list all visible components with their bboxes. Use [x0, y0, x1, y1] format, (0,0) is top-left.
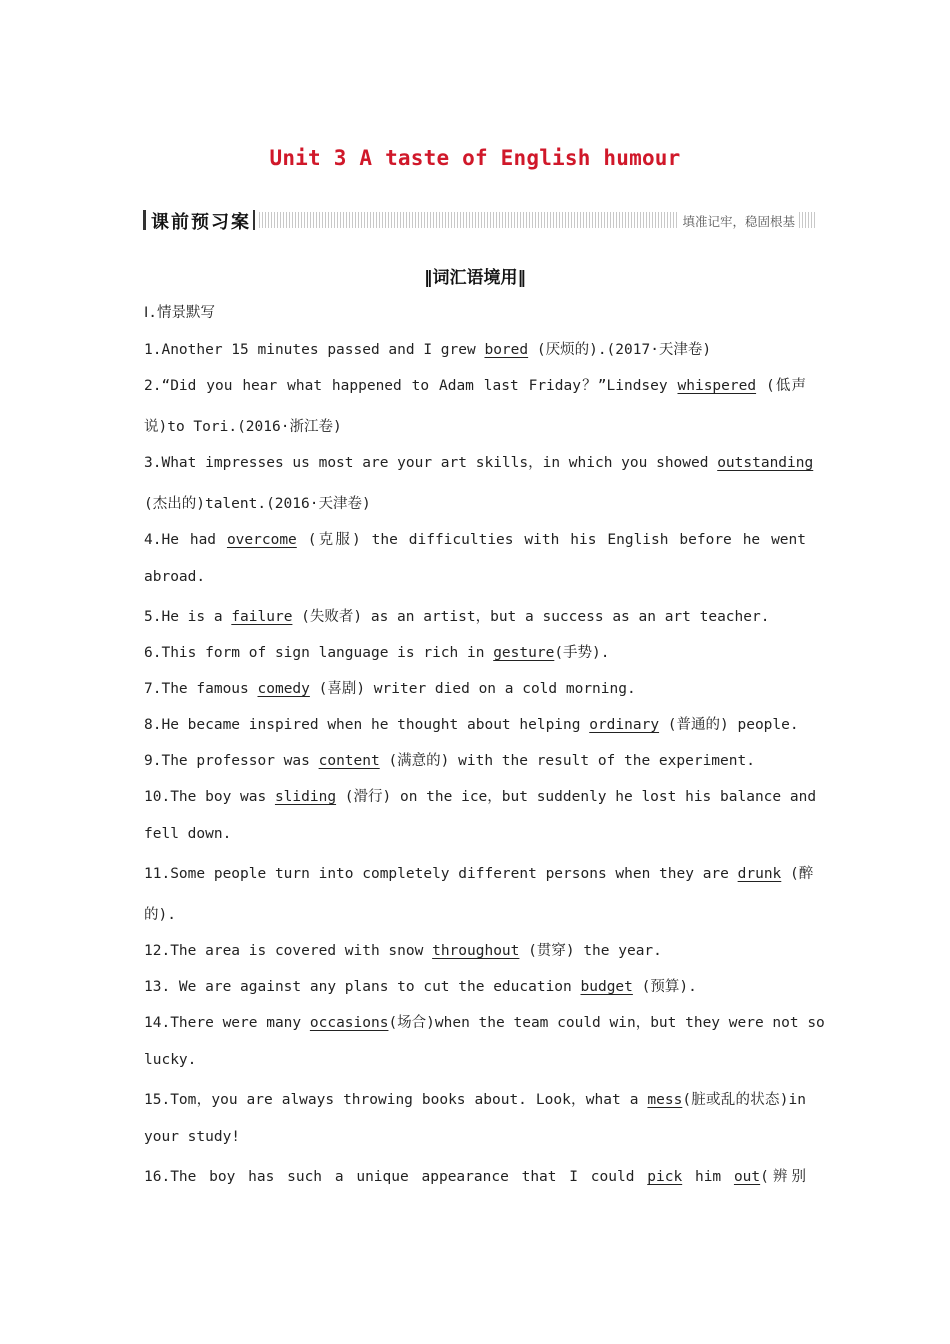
- answer: budget: [580, 979, 633, 995]
- exercise-item: 9.The professor was content (满意的) with the result of the experiment.: [144, 753, 755, 769]
- exercise-item: 13. We are against any plans to cut the education budget (预算).: [144, 979, 697, 995]
- answer: drunk: [737, 866, 782, 882]
- section-banner: [143, 208, 815, 232]
- exercise-item: 3.What impresses us most are your art skills，in which you showed outstanding: [144, 455, 814, 471]
- answer: occasions: [309, 1015, 389, 1031]
- exercise-item: 15.Tom，you are always throwing books about. Look，what a mess(脏或乱的状态)in: [144, 1092, 806, 1108]
- exercise-item: 10.The boy was sliding (滑行) on the ice，but suddenly he lost his balance and: [144, 789, 817, 805]
- exercise-item-continuation: your study!: [144, 1129, 241, 1145]
- exercise-item: 1.Another 15 minutes passed and I grew bored (厌烦的).(2017·天津卷): [144, 342, 712, 358]
- exercise-item-continuation: (杰出的)talent.(2016·天津卷): [144, 496, 371, 512]
- exercise-item: 7.The famous comedy (喜剧) writer died on a cold morning.: [144, 681, 636, 697]
- exercise-item-continuation: fell down.: [144, 826, 232, 842]
- answer: pick: [647, 1169, 683, 1185]
- answer: outstanding: [717, 455, 814, 471]
- exercise-item: 8.He became inspired when he thought about helping ordinary (普通的) people.: [144, 717, 799, 733]
- answer: bored: [484, 342, 529, 358]
- answer: whispered: [677, 378, 757, 394]
- exercise-item: 16.The boy has such a unique appearance that I could pick him out(辨别: [144, 1169, 806, 1185]
- answer: gesture: [493, 645, 555, 661]
- section-title: ‖词汇语境用‖: [424, 268, 526, 288]
- exercise-item: 2.“Did you hear what happened to Adam last Friday？”Lindsey whispered (低声: [144, 378, 806, 394]
- answer: content: [318, 753, 380, 769]
- banner-slogan: 填准记牢，稳固根基: [678, 212, 799, 230]
- answer: throughout: [432, 943, 520, 959]
- answer: ordinary: [589, 717, 660, 733]
- page-title: Unit 3 A taste of English humour: [269, 146, 681, 170]
- banner-divider: [253, 210, 255, 230]
- exercise-item-continuation: 说)to Tori.(2016·浙江卷): [144, 419, 342, 435]
- answer: sliding: [274, 789, 337, 805]
- answer: comedy: [257, 681, 310, 697]
- banner-left-bar: [143, 210, 146, 230]
- exercise-item-continuation: 的).: [144, 907, 176, 923]
- exercise-item: 12.The area is covered with snow throughout (贯穿) the year.: [144, 943, 662, 959]
- answer: overcome: [226, 532, 297, 548]
- exercise-item: 5.He is a failure (失败者) as an artist，but a success as an art teacher.: [144, 609, 770, 625]
- answer: mess: [647, 1092, 683, 1108]
- exercise-item-continuation: lucky.: [144, 1052, 197, 1068]
- part-heading: Ⅰ.情景默写: [144, 305, 216, 321]
- answer: out: [733, 1169, 761, 1185]
- exercise-item: 14.There were many occasions(场合)when the team could win，but they were not so: [144, 1015, 825, 1031]
- exercise-item: 11.Some people turn into completely different persons when they are drunk (醉: [144, 866, 814, 882]
- exercise-item: 6.This form of sign language is rich in gesture(手势).: [144, 645, 610, 661]
- answer: failure: [231, 609, 293, 625]
- exercise-item: 4.He had overcome (克服) the difficulties with his English before he went: [144, 532, 806, 548]
- banner-label: 课前预习案: [151, 212, 251, 233]
- exercise-item-continuation: abroad.: [144, 569, 206, 585]
